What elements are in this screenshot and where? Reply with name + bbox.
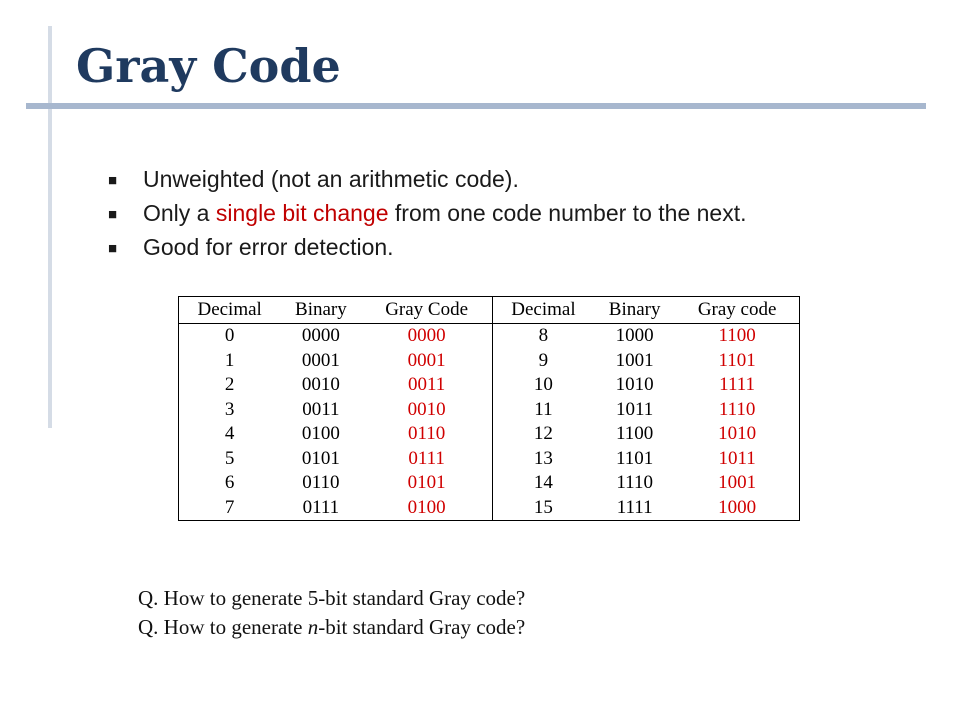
- cell-gray-code: 1100: [718, 325, 756, 347]
- gray-code-table: [178, 296, 800, 521]
- cell-binary: 0110: [302, 472, 340, 494]
- cell-decimal: 2: [224, 374, 235, 396]
- cell-decimal: 5: [224, 447, 235, 469]
- cell-gray-code: 0010: [407, 398, 446, 420]
- table-row: [179, 471, 800, 496]
- cell-binary: 1100: [616, 423, 654, 445]
- cell-binary: 0011: [302, 398, 340, 420]
- question-5-bit: Q. How to generate 5-bit standard Gray code?: [138, 586, 526, 610]
- bullet-square-icon: ■: [108, 172, 118, 189]
- question-n-variable: n: [307, 615, 319, 639]
- table-row: [179, 496, 800, 521]
- col-header-binary-2: Binary: [594, 297, 675, 324]
- table-row: [179, 398, 800, 423]
- cell-binary: 0111: [302, 496, 340, 518]
- cell-decimal: 0: [224, 325, 235, 347]
- table-header-row: [179, 297, 800, 324]
- cell-gray-code: 0100: [407, 496, 446, 518]
- col-header-decimal: Decimal: [179, 297, 281, 324]
- bullet-item: [108, 230, 746, 264]
- question-n-bit-suffix: -bit standard Gray code?: [318, 615, 526, 639]
- table-body: [179, 324, 800, 521]
- cell-binary: 1011: [616, 398, 654, 420]
- cell-decimal: 6: [224, 472, 235, 494]
- questions-block: [138, 584, 525, 642]
- table-row: [179, 324, 800, 349]
- cell-gray-code: 0011: [407, 374, 446, 396]
- cell-binary: 1101: [616, 447, 654, 469]
- table-row: [179, 373, 800, 398]
- cell-decimal: 4: [224, 423, 235, 445]
- cell-gray-code: 1101: [718, 349, 756, 371]
- bullet-text-unweighted: Unweighted (not an arithmetic code).: [143, 166, 519, 192]
- cell-gray-code: 0111: [408, 447, 445, 469]
- cell-binary: 1001: [615, 349, 654, 371]
- cell-decimal: 8: [492, 324, 594, 349]
- title-underline-rule: [26, 103, 926, 109]
- table-row: [179, 447, 800, 472]
- cell-binary: 1000: [615, 325, 654, 347]
- bullet-square-icon: ■: [108, 240, 118, 257]
- cell-gray-code: 1111: [719, 374, 756, 396]
- cell-gray-code: 1011: [718, 447, 756, 469]
- cell-gray-code: 1010: [718, 423, 757, 445]
- cell-binary: 1010: [615, 374, 654, 396]
- col-header-gray-code: Gray Code: [361, 297, 492, 324]
- table-row: [179, 422, 800, 447]
- bullet-text-prefix: Only a: [143, 200, 216, 226]
- cell-binary: 1110: [616, 472, 653, 494]
- cell-decimal: 10: [492, 373, 594, 398]
- vertical-accent-rule: [48, 26, 52, 428]
- slide-title: Gray Code: [76, 39, 341, 93]
- bullet-text-error-detection: Good for error detection.: [143, 234, 394, 260]
- cell-gray-code: 0110: [407, 423, 446, 445]
- cell-decimal: 14: [492, 471, 594, 496]
- bullet-item: [108, 162, 746, 196]
- cell-decimal: 9: [492, 349, 594, 374]
- cell-gray-code: 1000: [718, 496, 757, 518]
- question-n-bit-prefix: Q. How to generate: [138, 615, 308, 639]
- table-row: [179, 349, 800, 374]
- cell-decimal: 7: [224, 496, 235, 518]
- cell-gray-code: 0000: [407, 325, 446, 347]
- cell-decimal: 3: [224, 398, 235, 420]
- cell-binary: 0100: [301, 423, 340, 445]
- cell-decimal: 11: [492, 398, 594, 423]
- bullet-square-icon: ■: [108, 206, 118, 223]
- cell-binary: 0010: [301, 374, 340, 396]
- cell-decimal: 12: [492, 422, 594, 447]
- cell-decimal: 1: [224, 349, 235, 371]
- cell-gray-code: 1110: [718, 398, 756, 420]
- cell-decimal: 13: [492, 447, 594, 472]
- col-header-gray-code-2: Gray code: [675, 297, 799, 324]
- cell-gray-code: 0001: [407, 349, 446, 371]
- cell-binary: 1111: [616, 496, 653, 518]
- cell-gray-code: 1001: [718, 472, 757, 494]
- cell-binary: 0001: [301, 349, 340, 371]
- highlight-single-bit-change: single bit change: [215, 200, 389, 226]
- bullet-list: [108, 162, 746, 264]
- cell-decimal: 15: [492, 496, 594, 521]
- cell-gray-code: 0101: [407, 472, 446, 494]
- question-n-bit: [138, 613, 525, 642]
- bullet-item: [108, 196, 746, 230]
- cell-binary: 0000: [301, 325, 340, 347]
- col-header-decimal-2: Decimal: [492, 297, 594, 324]
- col-header-binary: Binary: [280, 297, 361, 324]
- bullet-text-suffix: from one code number to the next.: [388, 200, 747, 226]
- cell-binary: 0101: [301, 447, 340, 469]
